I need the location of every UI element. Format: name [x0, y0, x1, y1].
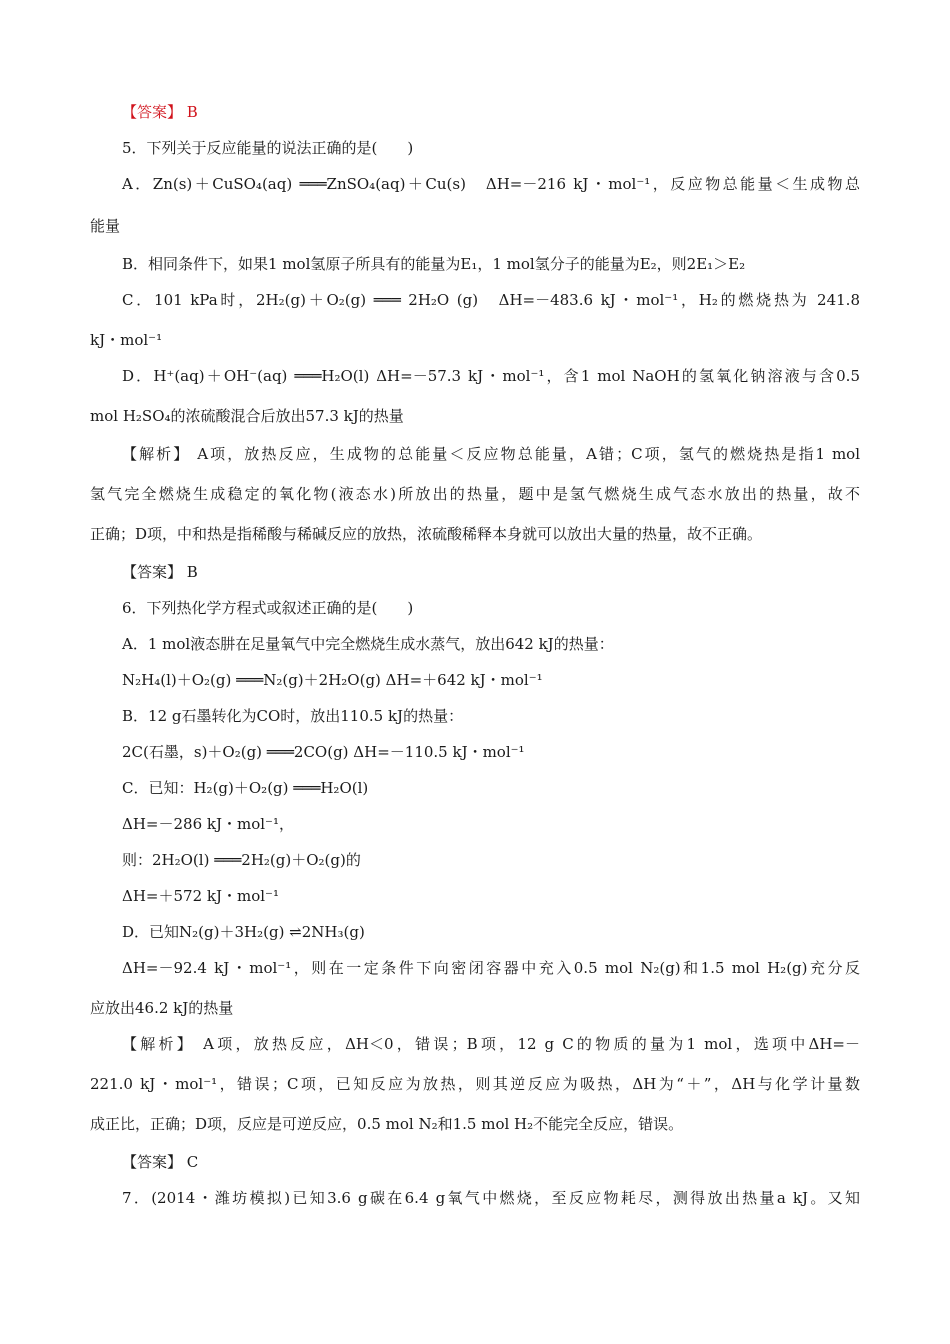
analysis-line: 221.0 kJ・mol⁻¹，错误；C项，已知反应为放热，则其逆反应为吸热，ΔH为“＋”，ΔH与化学计量数: [90, 1075, 860, 1093]
question-7: 7．(2014・潍坊模拟)已知3.6 g碳在6.4 g氧气中燃烧，至反应物耗尽，测得放出热量a kJ。又知: [122, 1189, 860, 1207]
equation-line: N₂H₄(l)＋O₂(g) ═══N₂(g)＋2H₂O(g) ΔH=＋642 kJ・mol⁻¹: [122, 671, 543, 689]
answer-line: 【答案】 B: [122, 103, 198, 121]
option-c-cont: kJ・mol⁻¹: [90, 331, 163, 349]
option-d: D．H⁺(aq)＋OH⁻(aq) ═══H₂O(l) ΔH=－57.3 kJ・mol⁻¹，含1 mol NaOH的氢氧化钠溶液与含0.5: [122, 367, 860, 385]
analysis-line: 正确；D项，中和热是指稀酸与稀碱反应的放热，浓硫酸稀释本身就可以放出大量的热量，故不正确。: [90, 525, 763, 543]
option-d: D．已知N₂(g)＋3H₂(g) ⇌2NH₃(g): [122, 923, 365, 941]
analysis-line: 【解析】 A项，放热反应，生成物的总能量＜反应物总能量，A错；C项，氢气的燃烧热是指1 mol: [122, 445, 860, 463]
equation-line: ΔH=－92.4 kJ・mol⁻¹，则在一定条件下向密闭容器中充入0.5 mol N₂(g)和1.5 mol H₂(g)充分反: [122, 959, 860, 977]
equation-line: 2C(石墨，s)＋O₂(g) ═══2CO(g) ΔH=－110.5 kJ・mol⁻¹: [122, 743, 525, 761]
analysis-line: 【解析】 A项，放热反应，ΔH＜0，错误；B项，12 g C的物质的量为1 mol，选项中ΔH=－: [122, 1035, 860, 1053]
question-6: 6．下列热化学方程式或叙述正确的是( ): [122, 599, 414, 617]
option-b: B．相同条件下，如果1 mol氢原子所具有的能量为E₁，1 mol氢分子的能量为E₂，则2E₁＞E₂: [122, 255, 746, 273]
answer-line: 【答案】 B: [122, 563, 198, 581]
analysis-line: 氢气完全燃烧生成稳定的氧化物(液态水)所放出的热量，题中是氢气燃烧生成气态水放出的热量，故不: [90, 485, 860, 503]
option-d-cont: mol H₂SO₄的浓硫酸混合后放出57.3 kJ的热量: [90, 407, 404, 425]
equation-line: 则：2H₂O(l) ═══2H₂(g)＋O₂(g)的: [122, 851, 361, 869]
option-b: B．12 g石墨转化为CO时，放出110.5 kJ的热量：: [122, 707, 464, 725]
option-a: A．Zn(s)＋CuSO₄(aq) ═══ZnSO₄(aq)＋Cu(s) ΔH=－216 kJ・mol⁻¹，反应物总能量＜生成物总: [122, 175, 860, 193]
option-c: C．已知：H₂(g)＋O₂(g) ═══H₂O(l): [122, 779, 369, 797]
option-d-cont: 应放出46.2 kJ的热量: [90, 999, 234, 1017]
question-5: 5．下列关于反应能量的说法正确的是( ): [122, 139, 414, 157]
option-c: C．101 kPa时，2H₂(g)＋O₂(g) ═══ 2H₂O (g) ΔH=－483.6 kJ・mol⁻¹，H₂的燃烧热为 241.8: [122, 291, 860, 309]
equation-line: ΔH=－286 kJ・mol⁻¹，: [122, 815, 294, 833]
equation-line: ΔH=＋572 kJ・mol⁻¹: [122, 887, 279, 905]
analysis-line: 成正比，正确；D项，反应是可逆反应，0.5 mol N₂和1.5 mol H₂不能完全反应，错误。: [90, 1115, 684, 1133]
answer-line: 【答案】 C: [122, 1153, 199, 1171]
option-a-cont: 能量: [90, 217, 121, 235]
option-a: A．1 mol液态肼在足量氧气中完全燃烧生成水蒸气，放出642 kJ的热量：: [122, 635, 614, 653]
